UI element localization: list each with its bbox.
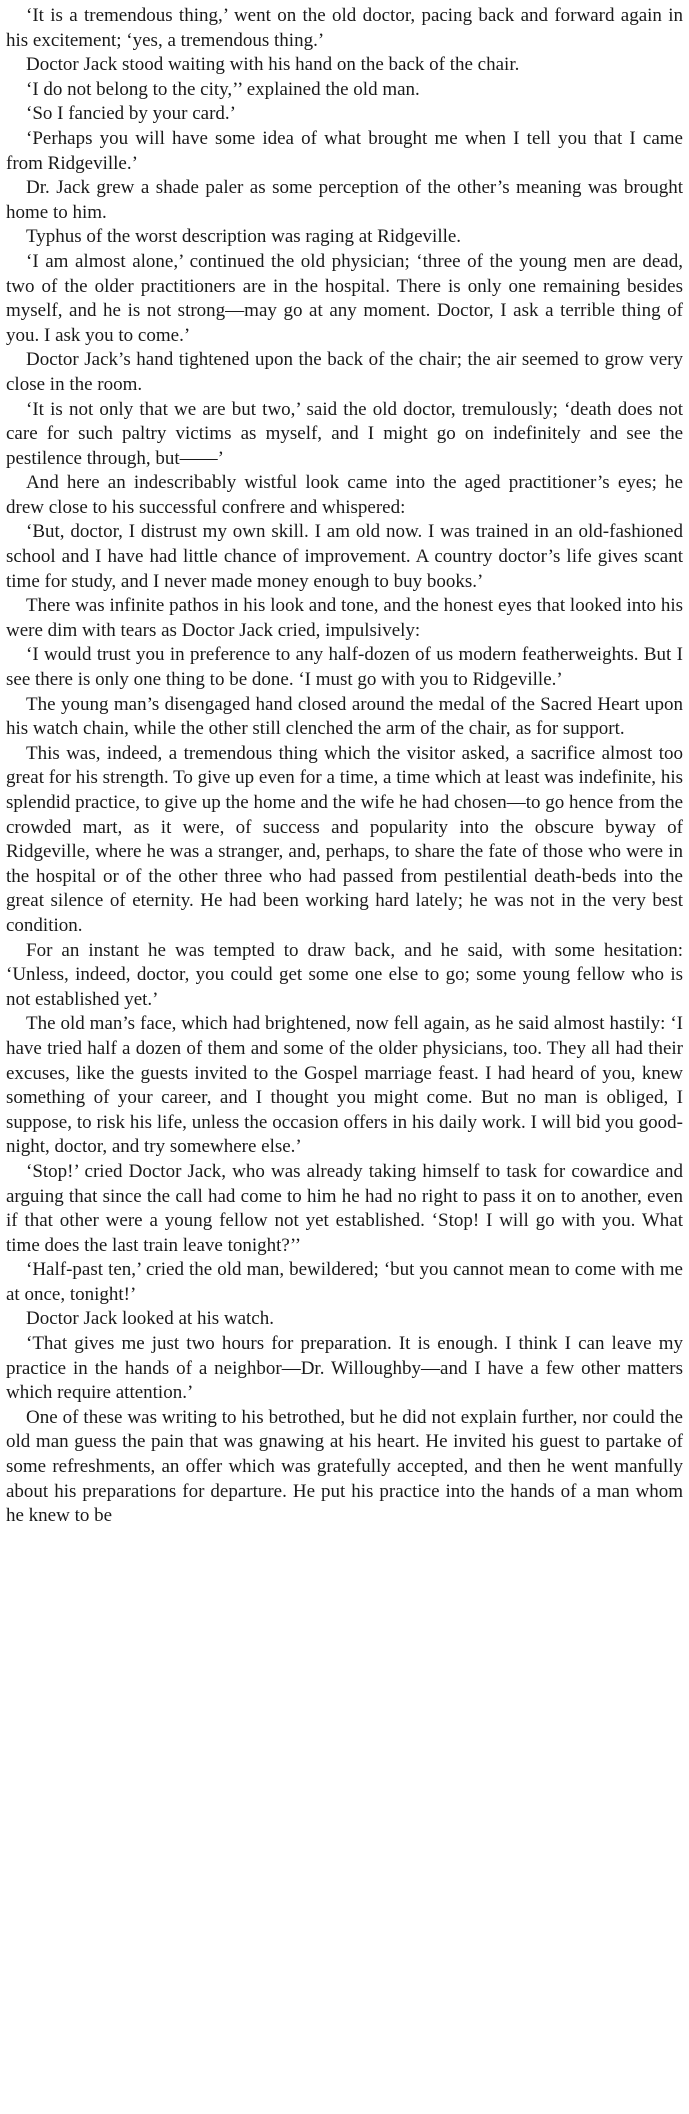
paragraph: ‘So I fancied by your card.’ bbox=[26, 103, 236, 125]
paragraph: ‘It is a tremendous thing,’ went on the old doctor, pacing back and forward again in his excitement; ‘yes, a tremendous thing.’ bbox=[6, 5, 683, 51]
paragraph: Doctor Jack’s hand tightened upon the back of the chair; the air seemed to grow very close in the room. bbox=[6, 349, 683, 395]
paragraph: ‘It is not only that we are but two,’ said the old doctor, tremulously; ‘death does not care for such paltry victims as myself, and I might go on indefinitely and see the pestilence through, but——’ bbox=[6, 398, 683, 469]
paragraph: ‘I would trust you in preference to any half-dozen of us modern featherweights. But I see there is only one thing to be done. ‘I must go with you to Ridgeville.’ bbox=[6, 644, 683, 691]
paragraph: For an instant he was tempted to draw back, and he said, with some hesitation: ‘Unless, indeed, doctor, you could get some one else to go; some young fellow who is not established yet.’ bbox=[6, 939, 683, 1010]
paragraph: Doctor Jack stood waiting with his hand on the back of the chair. bbox=[26, 54, 520, 76]
paragraph: ‘I do not belong to the city,’’ explained the old man. bbox=[26, 78, 420, 100]
paragraph: The young man’s disengaged hand closed around the medal of the Sacred Heart upon his watch chain, while the other still clenched the arm of the chair, as for support. bbox=[6, 693, 683, 740]
paragraph: There was infinite pathos in his look and tone, and the honest eyes that looked into his were dim with tears as Doctor Jack cried, impulsively: bbox=[6, 595, 683, 641]
paragraph: ‘I am almost alone,’ continued the old physician; ‘three of the young men are dead, two of the older practitioners are in the hospital. There is only one remaining besides myself, and he is not strong—may go at any moment. Doctor, I ask a terrible thing of you. I ask you to come.’ bbox=[6, 250, 683, 346]
paragraph: ‘Stop!’ cried Doctor Jack, who was already taking himself to task for cowardice and arguing that since the call had come to him he had no right to pass it on to another, even if that other were a young fellow not yet established. ‘Stop! I will go with you. What time does the last train leave tonight?’’ bbox=[6, 1160, 683, 1256]
paragraph: One of these was writing to his betrothed, but he did not explain further, nor could the old man guess the pain that was gnawing at his heart. He invited his guest to partake of some refreshments, an offer which was gratefully accepted, and then he went manfully about his preparations for departure. He put his practice into the hands of a man whom he knew to be bbox=[6, 1406, 683, 1527]
paragraph: And here an indescribably wistful look came into the aged practitioner’s eyes; he drew close to his successful confrere and whispered: bbox=[6, 472, 683, 518]
paragraph: Dr. Jack grew a shade paler as some perception of the other’s meaning was brought home to him. bbox=[6, 177, 683, 223]
paragraph: This was, indeed, a tremendous thing which the visitor asked, a sacrifice almost too great for his strength. To give up even for a time, a time which at least was indefinite, his splendid practice, to give up the home and the wife he had chosen—to go hence from the crowded mart, as it were, of success and popularity into the obscure byway of Ridgeville, where he was a stranger, and, perhaps, to share the fate of those who were in the hospital or of the other three who had passed from pestilential death-beds into the great silence of eternity. He had been working hard lately; he was not in the very best condition. bbox=[6, 742, 683, 936]
paragraph: ‘Perhaps you will have some idea of what brought me when I tell you that I came from Ridgeville.’ bbox=[6, 127, 683, 174]
paragraph: ‘But, doctor, I distrust my own skill. I am old now. I was trained in an old-fashioned school and I have had little chance of improvement. A country doctor’s life gives scant time for study, and I never made money enough to buy books.’ bbox=[6, 521, 683, 592]
paragraph: ‘That gives me just two hours for preparation. It is enough. I think I can leave my practice in the hands of a neighbor—Dr. Willoughby—and I have a few other matters which require attention.’ bbox=[6, 1333, 683, 1404]
paragraph: ‘Half-past ten,’ cried the old man, bewildered; ‘but you cannot mean to come with me at once, tonight!’ bbox=[6, 1259, 683, 1305]
paragraph: The old man’s face, which had brightened, now fell again, as he said almost hastily: ‘I have tried half a dozen of them and some of the older physicians, too. They all had their excuses, like the guests invited to the Gospel marriage feast. I had heard of you, knew something of your career, and I thought you might come. But no man is obliged, I suppose, to risk his life, unless the occasion offers in his daily work. I will bid you good-night, doctor, and try somewhere else.’ bbox=[6, 1013, 683, 1158]
paragraph: Typhus of the worst description was raging at Ridgeville. bbox=[26, 226, 462, 248]
paragraph: Doctor Jack looked at his watch. bbox=[26, 1308, 274, 1330]
